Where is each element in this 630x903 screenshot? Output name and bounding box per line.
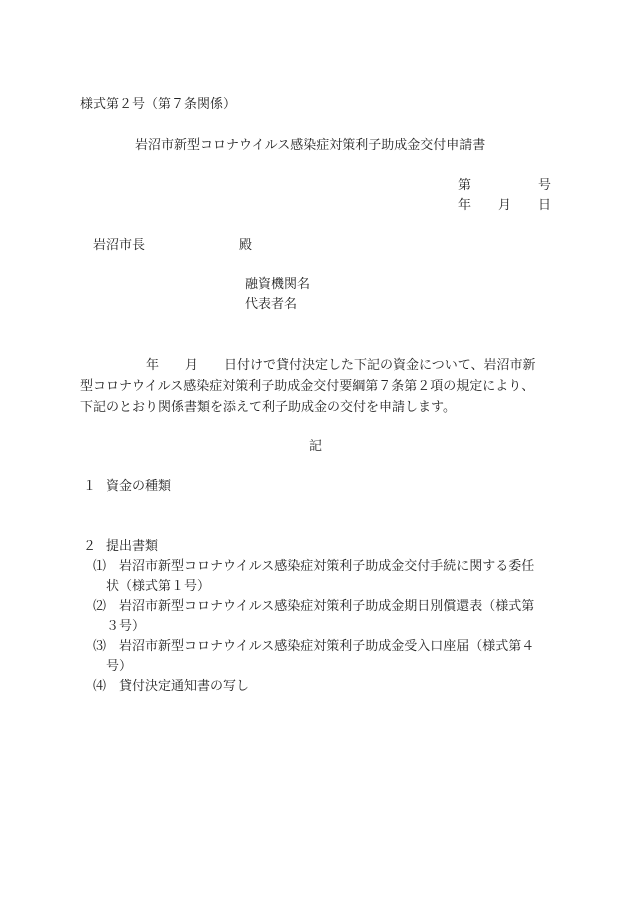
body-line-1-text: 日付けで貸付決定した下記の資金について、岩沼市新 (224, 358, 536, 373)
institution-label: 融資機関名 (245, 277, 311, 292)
section-2-number: ２ (83, 539, 97, 554)
doc-item-2-text-cont: ３号） (106, 619, 146, 634)
doc-item-4-number: ⑷ (93, 679, 107, 694)
application-body (80, 355, 560, 418)
doc-item-3-number: ⑶ (93, 639, 107, 654)
doc-item-3-text-cont: 号） (106, 659, 133, 674)
addressee-name: 岩沼市長 (93, 238, 146, 253)
section-1-label: 資金の種類 (106, 479, 172, 494)
date-month: 月 (498, 198, 512, 213)
body-month: 月 (185, 358, 199, 373)
addressee-honorific: 殿 (239, 238, 253, 253)
body-year: 年 (146, 358, 160, 373)
ki-heading: 記 (309, 439, 323, 454)
doc-item-1-number: ⑴ (93, 559, 107, 574)
doc-item-1-text: 岩沼市新型コロナウイルス感染症対策利子助成金交付手続に関する委任 (119, 559, 535, 574)
doc-item-2-text: 岩沼市新型コロナウイルス感染症対策利子助成金期日別償還表（様式第 (119, 599, 535, 614)
doc-item-4-text: 貸付決定通知書の写し (119, 679, 250, 694)
form-number: 様式第２号（第７条関係） (80, 97, 237, 112)
section-2-label: 提出書類 (106, 539, 159, 554)
body-line-2: 型コロナウイルス感染症対策利子助成金交付要綱第７条第２項の規定により、 (80, 379, 535, 394)
date-day: 日 (538, 198, 552, 213)
date-year: 年 (458, 198, 472, 213)
doc-item-2-number: ⑵ (93, 599, 107, 614)
doc-item-3-text: 岩沼市新型コロナウイルス感染症対策利子助成金受入口座届（様式第４ (119, 639, 535, 654)
doc-item-1-text-cont: 状（様式第１号） (106, 579, 211, 594)
document-title: 岩沼市新型コロナウイルス感染症対策利子助成金交付申請書 (135, 138, 486, 153)
number-suffix: 号 (538, 178, 552, 193)
body-line-3: 下記のとおり関係書類を添えて利子助成金の交付を申請します。 (80, 400, 456, 415)
body-line-1 (80, 355, 560, 376)
number-prefix: 第 (458, 178, 472, 193)
representative-label: 代表者名 (245, 297, 298, 312)
section-1-number: １ (83, 479, 97, 494)
